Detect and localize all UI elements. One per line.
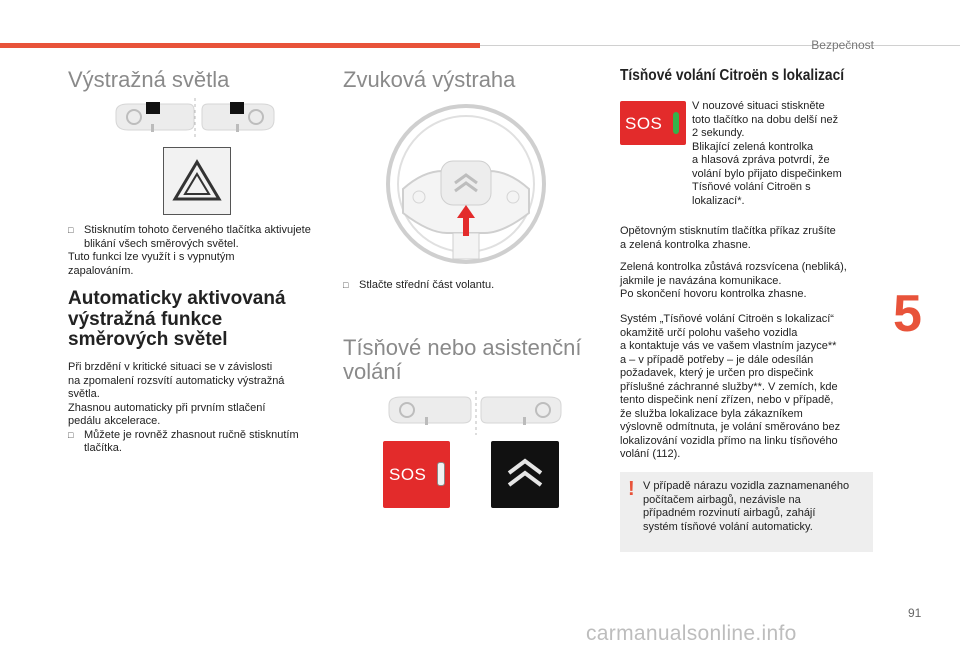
sos-button-green[interactable] <box>620 101 686 145</box>
sos-instructions <box>692 100 872 208</box>
emergency-call-title-line: Tísňové nebo asistenční <box>343 335 582 360</box>
system-line: lokalizování vozidla přímo na linku tísňového <box>620 434 838 447</box>
citroen-emergency-title: Tísňové volání Citroën s lokalizací <box>620 67 845 84</box>
led-line: jakmile je navázána komunikace. <box>620 274 782 287</box>
led-line: Zelená kontrolka zůstává rozsvícena (nebliká), <box>620 261 847 273</box>
auto-hazard-text-line: světla. <box>68 388 100 400</box>
system-line: volání (112). <box>620 448 681 460</box>
system-line: okamžitě určí polohu vašeho vozidla <box>620 326 798 339</box>
warning-line: počítačem airbagů, nezávisle na <box>643 493 801 506</box>
header-accent-bar <box>0 43 480 48</box>
citroen-chevrons-icon <box>491 441 559 508</box>
assistance-button[interactable] <box>491 441 559 508</box>
hazard-lights-title: Výstražná světla <box>68 67 230 92</box>
auto-hazard-title-line: směrových světel <box>68 329 228 351</box>
hazard-triangle-icon <box>164 148 230 214</box>
system-paragraph <box>620 313 875 462</box>
hazard-text-block <box>68 224 328 278</box>
sos-label: SOS <box>389 465 427 484</box>
horn-title: Zvuková výstraha <box>343 67 516 92</box>
hazard-bullet: □ Stisknutím tohoto červeného tlačítka aktivujete blikání všech směrových světel. <box>68 224 328 251</box>
watermark: carmanualsonline.info <box>586 622 797 645</box>
warning-text <box>643 480 871 534</box>
sos-label: SOS <box>625 114 663 133</box>
auto-hazard-title <box>68 289 286 351</box>
auto-hazard-title-line: výstražná funkce <box>68 308 223 330</box>
sos-indicator-led <box>437 462 445 486</box>
system-line: tento dispečink není zřízen, nebo v případě, <box>620 394 834 406</box>
section-title: Bezpečnost <box>811 38 874 52</box>
sos-button[interactable] <box>383 441 450 508</box>
horn-text-block <box>343 279 603 293</box>
dashboard-sos-illustration <box>383 391 568 435</box>
sos-instructions-line: Blikající zelená kontrolka <box>692 140 814 153</box>
cancel-paragraph <box>620 225 875 252</box>
system-line: a kontaktuje vás ve vašem vlastním jazyce** <box>620 340 837 352</box>
warning-line: systém tísňové volání automaticky. <box>643 520 813 533</box>
auto-hazard-text-line: na zpomalení rozsvítí automaticky výstražná <box>68 374 285 387</box>
auto-hazard-text-line: pedálu akcelerace. <box>68 415 161 427</box>
auto-hazard-text-line: Zhasnou automaticky při prvním stlačení <box>68 401 266 414</box>
sos-instructions-line: 2 sekundy. <box>692 127 745 139</box>
sos-instructions-line: toto tlačítko na dobu delší než <box>692 113 839 126</box>
sos-instructions-line: a hlasová zpráva potvrdí, že <box>692 154 830 166</box>
hazard-text-line: zapalováním. <box>68 264 134 277</box>
chapter-number: 5 <box>893 285 922 343</box>
auto-hazard-title-line: Automaticky aktivovaná <box>68 288 286 309</box>
hazard-button[interactable] <box>163 147 231 215</box>
warning-line: případném rozvinutí airbagů, zahájí <box>643 507 816 519</box>
cancel-line: a zelená kontrolka zhasne. <box>620 238 751 251</box>
system-line: Systém „Tísňové volání Citroën s lokalizací“ <box>620 313 834 325</box>
warning-line: V případě nárazu vozidla zaznamenaného <box>643 480 850 492</box>
sos-instructions-line: V nouzové situaci stiskněte <box>692 100 825 112</box>
sos-instructions-line: Tísňové volání Citroën s <box>692 181 811 193</box>
sos-instructions-line: volání bylo přijato dispečinkem <box>692 167 842 180</box>
header-rule <box>480 45 960 46</box>
page-number: 91 <box>908 606 922 620</box>
warning-icon: ! <box>628 478 635 500</box>
auto-hazard-bullet: □ Můžete je rovněž zhasnout ručně stisknutím tlačítka. <box>68 429 328 456</box>
emergency-call-title <box>343 336 581 384</box>
emergency-call-title-line: volání <box>343 358 402 384</box>
system-line: požadavek, který je určen pro dispečink <box>620 367 814 379</box>
auto-hazard-text-line: Při brzdění v kritické situaci se v závislosti <box>68 361 273 373</box>
sos-green-led <box>673 112 679 134</box>
sos-instructions-line: lokalizací*. <box>692 194 745 207</box>
dashboard-hazard-illustration <box>110 98 280 140</box>
led-line: Po skončení hovoru kontrolka zhasne. <box>620 288 807 300</box>
cancel-line: Opětovným stisknutím tlačítka příkaz zrušíte <box>620 225 836 237</box>
hazard-text-line: Tuto funkci lze využít i s vypnutým <box>68 251 235 263</box>
system-line: příslušné záchranné služby**. V zemích, kde <box>620 380 838 393</box>
led-paragraph <box>620 261 875 302</box>
steering-wheel-illustration <box>383 101 549 267</box>
system-line: že služba lokalizace byla zákazníkem <box>620 407 803 420</box>
auto-hazard-text-block <box>68 361 328 456</box>
horn-bullet: □ Stlačte střední část volantu. <box>343 279 603 293</box>
system-line: a – v případě potřeby – je dále odesílán <box>620 353 814 366</box>
system-line: výslovně odmítnuta, je volání směrováno bez <box>620 421 841 433</box>
